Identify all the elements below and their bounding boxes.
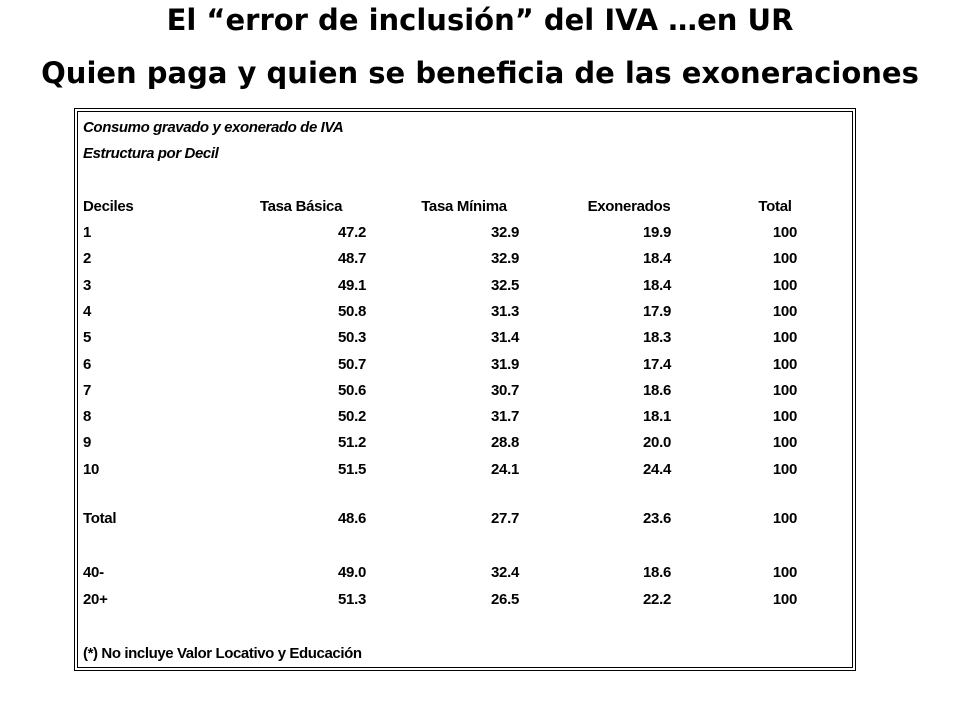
total-cell: 100 <box>772 276 797 294</box>
decile-cell: 1 <box>83 224 92 241</box>
exonerados-cell: 18.4 <box>643 276 671 294</box>
table-row <box>78 434 854 460</box>
total-cell: 100 <box>772 224 797 241</box>
tasa-basica-cell: 49.0 <box>338 564 366 581</box>
decile-cell: 10 <box>83 460 100 478</box>
tasa-basica-cell: 48.7 <box>338 250 366 268</box>
decile-cell: 5 <box>83 329 92 347</box>
decile-cell: 40- <box>83 564 104 581</box>
table-header-row <box>78 198 854 224</box>
tasa-basica-cell: 49.1 <box>338 276 366 294</box>
table-total-row <box>78 510 854 536</box>
tasa-minima-cell: 31.9 <box>491 355 519 373</box>
exonerados-cell: 18.4 <box>643 250 671 268</box>
total-cell: 100 <box>772 590 797 608</box>
total-cell: 100 <box>772 510 797 527</box>
tasa-basica-cell: 51.2 <box>338 434 366 452</box>
decile-cell: 8 <box>83 408 92 426</box>
decile-cell: 3 <box>83 276 92 294</box>
tasa-minima-cell: 32.9 <box>491 224 519 241</box>
tasa-basica-cell: 50.3 <box>338 329 366 347</box>
slide-title-line-1: El “error de inclusión” del IVA …en UR <box>166 3 794 37</box>
total-cell: 100 <box>772 329 797 347</box>
column-header-total: Total <box>758 198 792 215</box>
tasa-basica-cell: 50.8 <box>338 302 366 320</box>
total-cell: 100 <box>772 408 797 426</box>
exonerados-cell: 19.9 <box>643 224 671 241</box>
tasa-minima-cell: 32.4 <box>491 564 519 581</box>
column-header-tasa-basica: Tasa Básica <box>259 198 343 215</box>
exonerados-cell: 23.6 <box>643 510 671 527</box>
tasa-minima-cell: 26.5 <box>491 590 519 608</box>
exonerados-cell: 18.6 <box>643 564 671 581</box>
tasa-basica-cell: 51.5 <box>338 460 366 478</box>
tasa-minima-cell: 31.7 <box>491 408 519 426</box>
total-cell: 100 <box>772 460 797 478</box>
table-summary-row <box>78 591 854 617</box>
table-footnote: (*) No incluye Valor Locativo y Educación <box>83 645 362 662</box>
table-row <box>78 382 854 408</box>
exonerados-cell: 17.4 <box>643 355 671 373</box>
tasa-minima-cell: 24.1 <box>491 460 519 478</box>
total-cell: 100 <box>772 250 797 268</box>
slide-title-line-2: Quien paga y quien se beneficia de las exoneraciones <box>41 56 919 90</box>
total-cell: 100 <box>772 564 797 581</box>
tasa-minima-cell: 32.5 <box>491 276 519 294</box>
tasa-minima-cell: 31.4 <box>491 329 519 347</box>
tasa-minima-cell: 28.8 <box>491 434 519 452</box>
table-row <box>78 329 854 355</box>
exonerados-cell: 18.3 <box>643 329 671 347</box>
exonerados-cell: 17.9 <box>643 302 671 320</box>
decile-cell: 9 <box>83 434 92 452</box>
table-row <box>78 250 854 276</box>
decile-cell: Total <box>83 510 117 527</box>
table-row <box>78 303 854 329</box>
tasa-minima-cell: 32.9 <box>491 250 519 268</box>
tasa-basica-cell: 48.6 <box>338 510 366 527</box>
table-row <box>78 224 854 250</box>
decile-cell: 2 <box>83 250 92 268</box>
tasa-basica-cell: 51.3 <box>338 590 366 608</box>
exonerados-cell: 20.0 <box>643 434 671 452</box>
decile-cell: 6 <box>83 355 92 373</box>
data-table <box>77 111 853 668</box>
tasa-minima-cell: 30.7 <box>491 381 519 399</box>
tasa-minima-cell: 31.3 <box>491 302 519 320</box>
decile-cell: 20+ <box>83 590 108 608</box>
table-subcaption: Estructura por Decil <box>83 145 219 162</box>
tasa-basica-cell: 50.6 <box>338 381 366 399</box>
table-row <box>78 408 854 434</box>
total-cell: 100 <box>772 434 797 452</box>
decile-cell: 4 <box>83 302 92 320</box>
total-cell: 100 <box>772 355 797 373</box>
table-row <box>78 277 854 303</box>
exonerados-cell: 22.2 <box>643 590 671 608</box>
table-caption: Consumo gravado y exonerado de IVA <box>83 119 344 136</box>
column-header-exonerados: Exonerados <box>587 198 671 215</box>
exonerados-cell: 18.6 <box>643 381 671 399</box>
column-header-tasa-minima: Tasa Mínima <box>421 198 507 215</box>
tasa-basica-cell: 50.2 <box>338 408 366 426</box>
decile-cell: 7 <box>83 381 92 399</box>
total-cell: 100 <box>772 302 797 320</box>
tasa-basica-cell: 50.7 <box>338 355 366 373</box>
table-summary-row <box>78 564 854 590</box>
exonerados-cell: 18.1 <box>643 408 671 426</box>
exonerados-cell: 24.4 <box>643 460 671 478</box>
tasa-basica-cell: 47.2 <box>338 224 366 241</box>
tasa-minima-cell: 27.7 <box>491 510 519 527</box>
column-header-deciles: Deciles <box>83 198 134 215</box>
table-row <box>78 356 854 382</box>
total-cell: 100 <box>772 381 797 399</box>
table-row <box>78 461 854 487</box>
